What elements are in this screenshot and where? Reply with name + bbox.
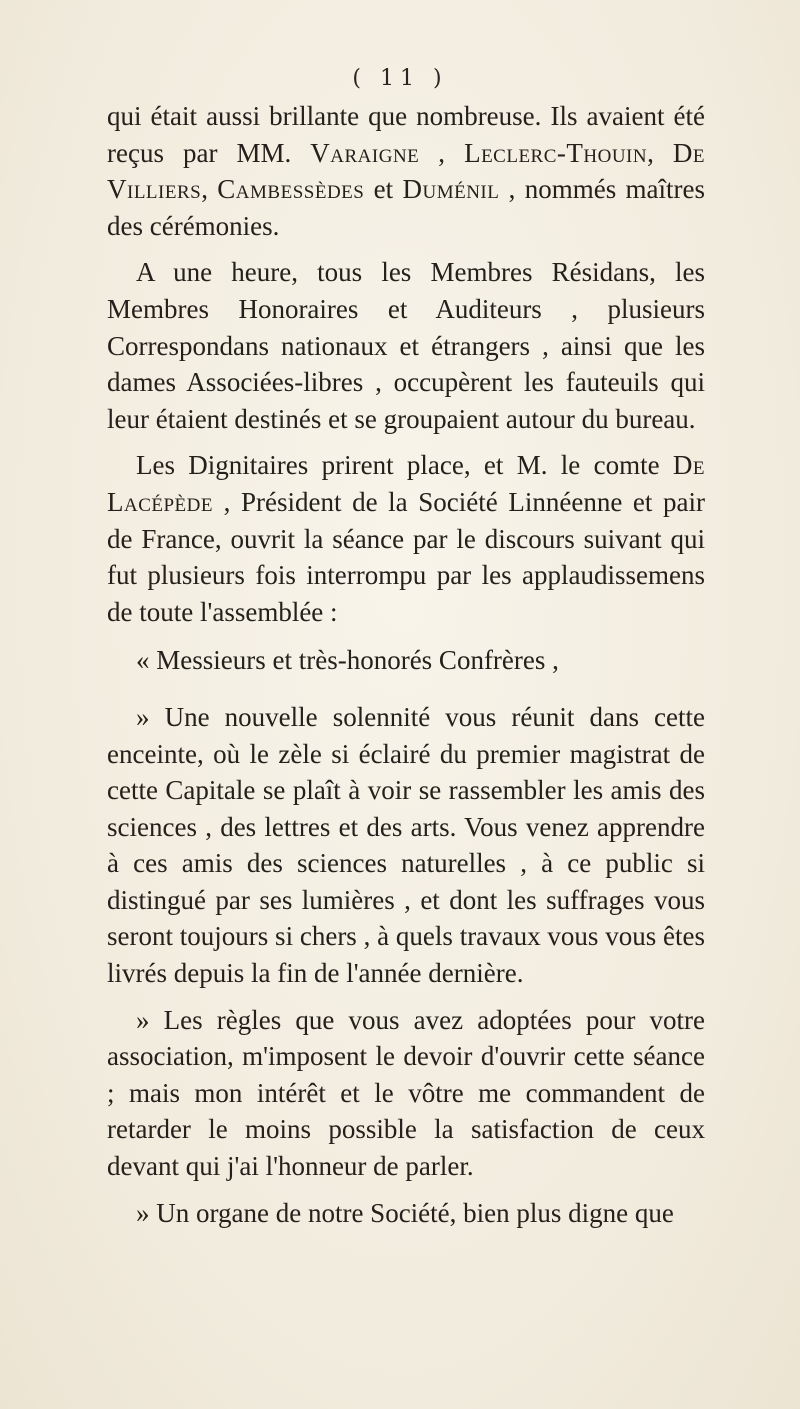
body-text [107, 98, 705, 1231]
page-number: ( 11 ) [352, 66, 448, 91]
name-de-villiers: De Villiers [107, 137, 705, 205]
paragraph-4: » Une nouvelle solennité vous réunit dans cette enceinte, où le zèle si éclairé du premier magistrat de cette Capitale se plaît à voir se rassembler les amis des sciences , des lettres et des arts. Vous venez apprendre à ces amis des sciences naturelles , à ce public si distingué par ses lumières , et dont les suffrages vous seront toujours si chers , à quels travaux vous vous êtes livrés depuis la fin de l'année dernière. [107, 701, 705, 989]
name-cambessedes: Cambessèdes [217, 174, 365, 205]
paragraph-5: » Les règles que vous avez adoptées pour votre association, m'imposent le devoir d'ouvrir cette séance ; mais mon intérêt et le vôtre me commandent de retarder le moins possible la satisfaction de ceux devant qui j'ai l'honneur de parler. [107, 1004, 705, 1182]
name-dumenil: Duménil [402, 174, 500, 205]
name-varaigne: Varaigne [310, 137, 420, 168]
paragraph-3: Les Dignitaires prirent place, et M. le comte De Lacépède , Président de la Société Linnéenne et pair de France, ouvrit la séance par le discours suivant qui fut plusieurs fois interrompu par les applaudissemens de toute l'assemblée : [107, 450, 705, 627]
paragraph-2: A une heure, tous les Membres Résidans, les Membres Honoraires et Auditeurs , plusieurs Correspondans nationaux et étrangers , ainsi que les dames Associées-libres , occupèrent les fauteuils qui leur étaient destinés et se groupaient autour du bureau. [107, 257, 705, 434]
name-leclerc-thouin: Leclerc-Thouin [464, 137, 648, 168]
paragraph-6: » Un organe de notre Société, bien plus digne que [136, 1197, 674, 1228]
paragraph-1: qui était aussi brillante que nombreuse. Ils avaient été reçus par MM. Varaigne , Leclerc-Thouin, De Villiers, Cambessèdes et Duménil , nommés maîtres des cérémonies. [107, 101, 706, 241]
salutation: « Messieurs et très-honorés Confrères , [136, 645, 559, 676]
name-de-lacepede: De Lacépède [107, 450, 705, 517]
